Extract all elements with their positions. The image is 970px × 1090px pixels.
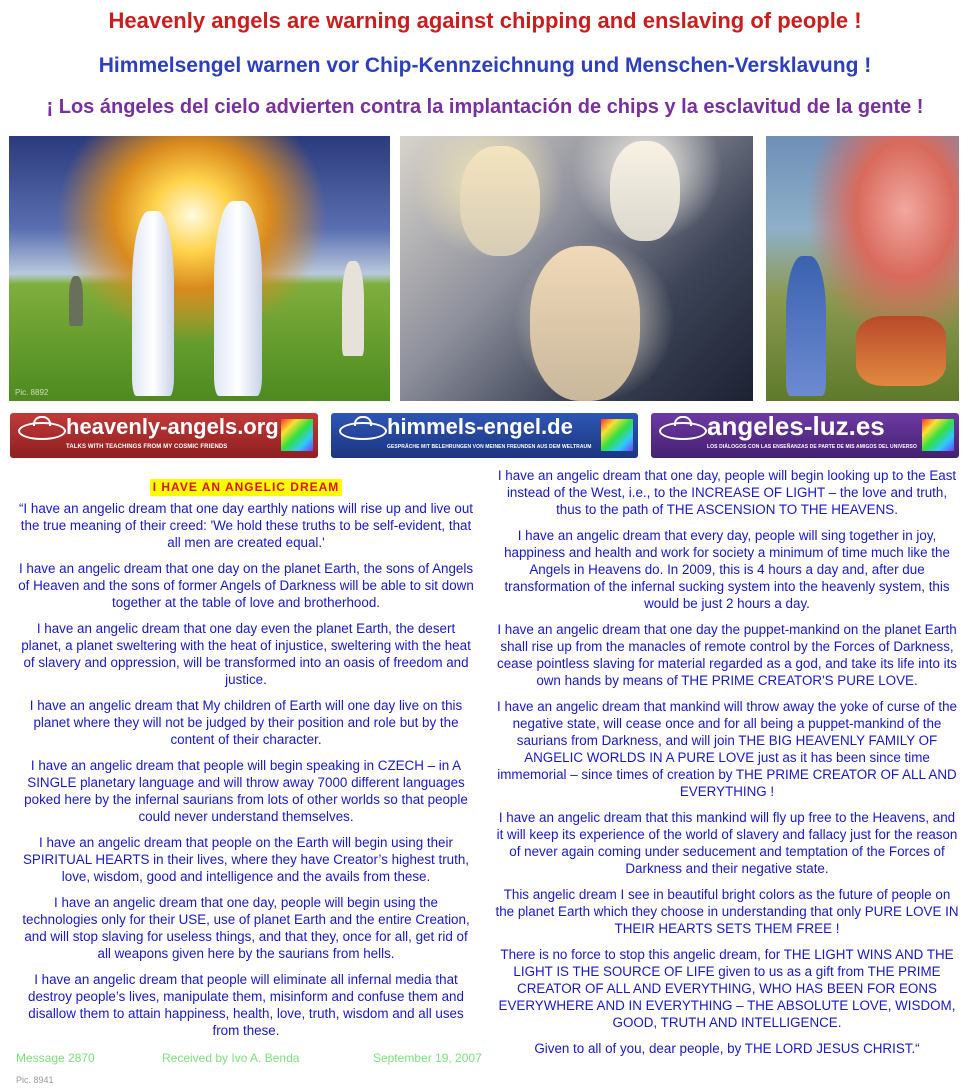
ufo-couple-image bbox=[9, 136, 390, 401]
message-number: Message 2870 bbox=[16, 1051, 95, 1065]
paragraph: I have an angelic dream that My children of Earth will one day live on this planet where they will not be judged by their position and role but by the content of their character. bbox=[29, 698, 463, 747]
paragraph: I have an angelic dream that one day even the planet Earth, the desert planet, a planet sweltering with the heat of injustice, sweltering with the heat of slavery and oppression, will be transformed into an oasis of freedom and justice. bbox=[21, 621, 471, 687]
banner-himmels-engel[interactable] bbox=[331, 413, 638, 458]
banner-title: angeles-luz.es bbox=[707, 413, 885, 441]
banner-title: heavenly-angels.org bbox=[66, 414, 279, 439]
paragraph: I have an angelic dream that one day, people will begin looking up to the East instead of the West, i.e., to the INCREASE OF LIGHT – the love and truth, thus to the path of THE ASCENSION TO THE HEAVENS. bbox=[497, 468, 957, 517]
right-column bbox=[494, 467, 960, 1066]
title-english: Heavenly angels are warning against chipping and enslaving of people ! bbox=[108, 8, 862, 33]
paragraph: I have an angelic dream that one day, people will begin using the technologies only for their USE, use of planet Earth and the entire Creation, and will stop slaving for useless things, and that they, once for all, get rid of all weapons given here by the saurians from hells. bbox=[22, 895, 470, 961]
title-german: Himmelsengel warnen vor Chip-Kennzeichnung und Menschen-Versklavung ! bbox=[98, 54, 872, 77]
ufo-icon bbox=[18, 422, 66, 440]
banner-subtitle: TALKS WITH TEACHINGS FROM MY COSMIC FRIENDS bbox=[66, 444, 228, 450]
paragraph: I have an angelic dream that people will eliminate all infernal media that destroy people’s lives, manipulate them, misinform and confuse them and disallow them to attain happiness, health, love, truth, wisdom and all uses from these. bbox=[28, 972, 464, 1038]
paragraph: “I have an angelic dream that one day earthly nations will rise up and live out the true meaning of their creed: 'We hold these truths to be self-evident, that all men are created equal.' bbox=[18, 501, 474, 550]
rainbow-icon bbox=[922, 419, 954, 451]
banner-angeles-luz[interactable] bbox=[651, 413, 959, 458]
banner-title: himmels-engel.de bbox=[387, 414, 573, 439]
dream-heading: I HAVE AN ANGELIC DREAM bbox=[150, 479, 343, 496]
picture-id: Pic. 8941 bbox=[16, 1075, 54, 1085]
banner-heavenly-angels[interactable] bbox=[10, 413, 318, 458]
paragraph: I have an angelic dream that this mankind will fly up free to the Heavens, and it will keep its experience of the world of slavery and fallacy just for the reason of never again coming under seducement and temptation of the Forces of Darkness and their negative state. bbox=[496, 810, 958, 876]
rainbow-icon bbox=[281, 419, 313, 451]
paragraph: I have an angelic dream that every day, people will sing together in joy, happiness and health and work for society a minimum of time much like the Angels in Heavens do. In 2009, this is 4 hours a day and, after due transformation of the infernal sucking system into the heavenly system, this would be just 2 hours a day. bbox=[504, 528, 950, 611]
received-by: Received by Ivo A. Benda bbox=[162, 1051, 300, 1065]
paragraph: I have an angelic dream that people on the Earth will begin using their SPIRITUAL HEARTS in their lives, where they have Creator’s highest truth, love, wisdom, good and intelligence and the avails from these. bbox=[22, 835, 470, 884]
paragraph: There is no force to stop this angelic dream, for THE LIGHT WINS AND THE LIGHT IS THE SOURCE OF LIFE given to us as a gift from THE PRIME CREATOR OF ALL AND EVERYTHING, WHO HAS BEEN FOR EONS EVERYWHERE AND IN EVERYTHING – THE ABSOLUTE LOVE, WISDOM, GOOD, TRUTH AND INTELLIGENCE. bbox=[498, 947, 956, 1030]
paragraph: I have an angelic dream that people will begin speaking in CZECH – in A SINGLE planetary language and will throw away 7000 different languages poked here by the infernal saurians from lots of other worlds so that people could never understand themselves. bbox=[24, 758, 468, 824]
left-column bbox=[16, 478, 476, 1048]
rainbow-icon bbox=[601, 419, 633, 451]
ufo-icon bbox=[339, 422, 387, 440]
banner-subtitle: LOS DIÁLOGOS CON LAS ENSEÑANZAS DE PARTE DE MIS AMIGOS DEL UNIVERSO bbox=[707, 444, 917, 450]
banner-subtitle: GESPRÄCHE MIT BELEHRUNGEN VON MEINEN FREUNDEN AUS DEM WELTRAUM bbox=[387, 444, 592, 450]
paragraph: This angelic dream I see in beautiful bright colors as the future of people on the planet Earth which they choose in understanding that only PURE LOVE IN THEIR HEARTS SETS THEM FREE ! bbox=[495, 887, 959, 936]
paragraph: I have an angelic dream that one day the puppet-mankind on the planet Earth shall rise up from the manacles of remote control by the Forces of Darkness, cease pointless slaving for material regarded as a god, and take its life into its own hands by means of THE PRIME CREATOR'S PURE LOVE. bbox=[497, 622, 957, 688]
archangels-image bbox=[400, 136, 753, 401]
paragraph: I have an angelic dream that mankind will throw away the yoke of curse of the negative state, will cease once and for all being a puppet-mankind of the saurians from Darkness, and will join THE BIG HEAVENLY FAMILY OF ANGELIC WORLDS IN A PURE LOVE just as it has been since time immemorial – since times of creation by THE PRIME CREATOR OF ALL AND EVERYTHING ! bbox=[497, 699, 957, 799]
ufo-icon bbox=[659, 422, 707, 440]
picture-label: Pic. 8892 bbox=[15, 388, 49, 397]
title-spanish: ¡ Los ángeles del cielo advierten contra la implantación de chips y la esclavitud de la gente ! bbox=[46, 96, 924, 118]
paragraph: Given to all of you, dear people, by THE LORD JESUS CHRIST.“ bbox=[534, 1041, 920, 1056]
paragraph: I have an angelic dream that one day on the planet Earth, the sons of Angels of Heaven and the sons of former Angels of Darkness will be able to sit down together at the table of love and brotherhood. bbox=[18, 561, 474, 610]
krishna-mouth-image bbox=[766, 136, 959, 401]
message-date: September 19, 2007 bbox=[373, 1051, 482, 1065]
